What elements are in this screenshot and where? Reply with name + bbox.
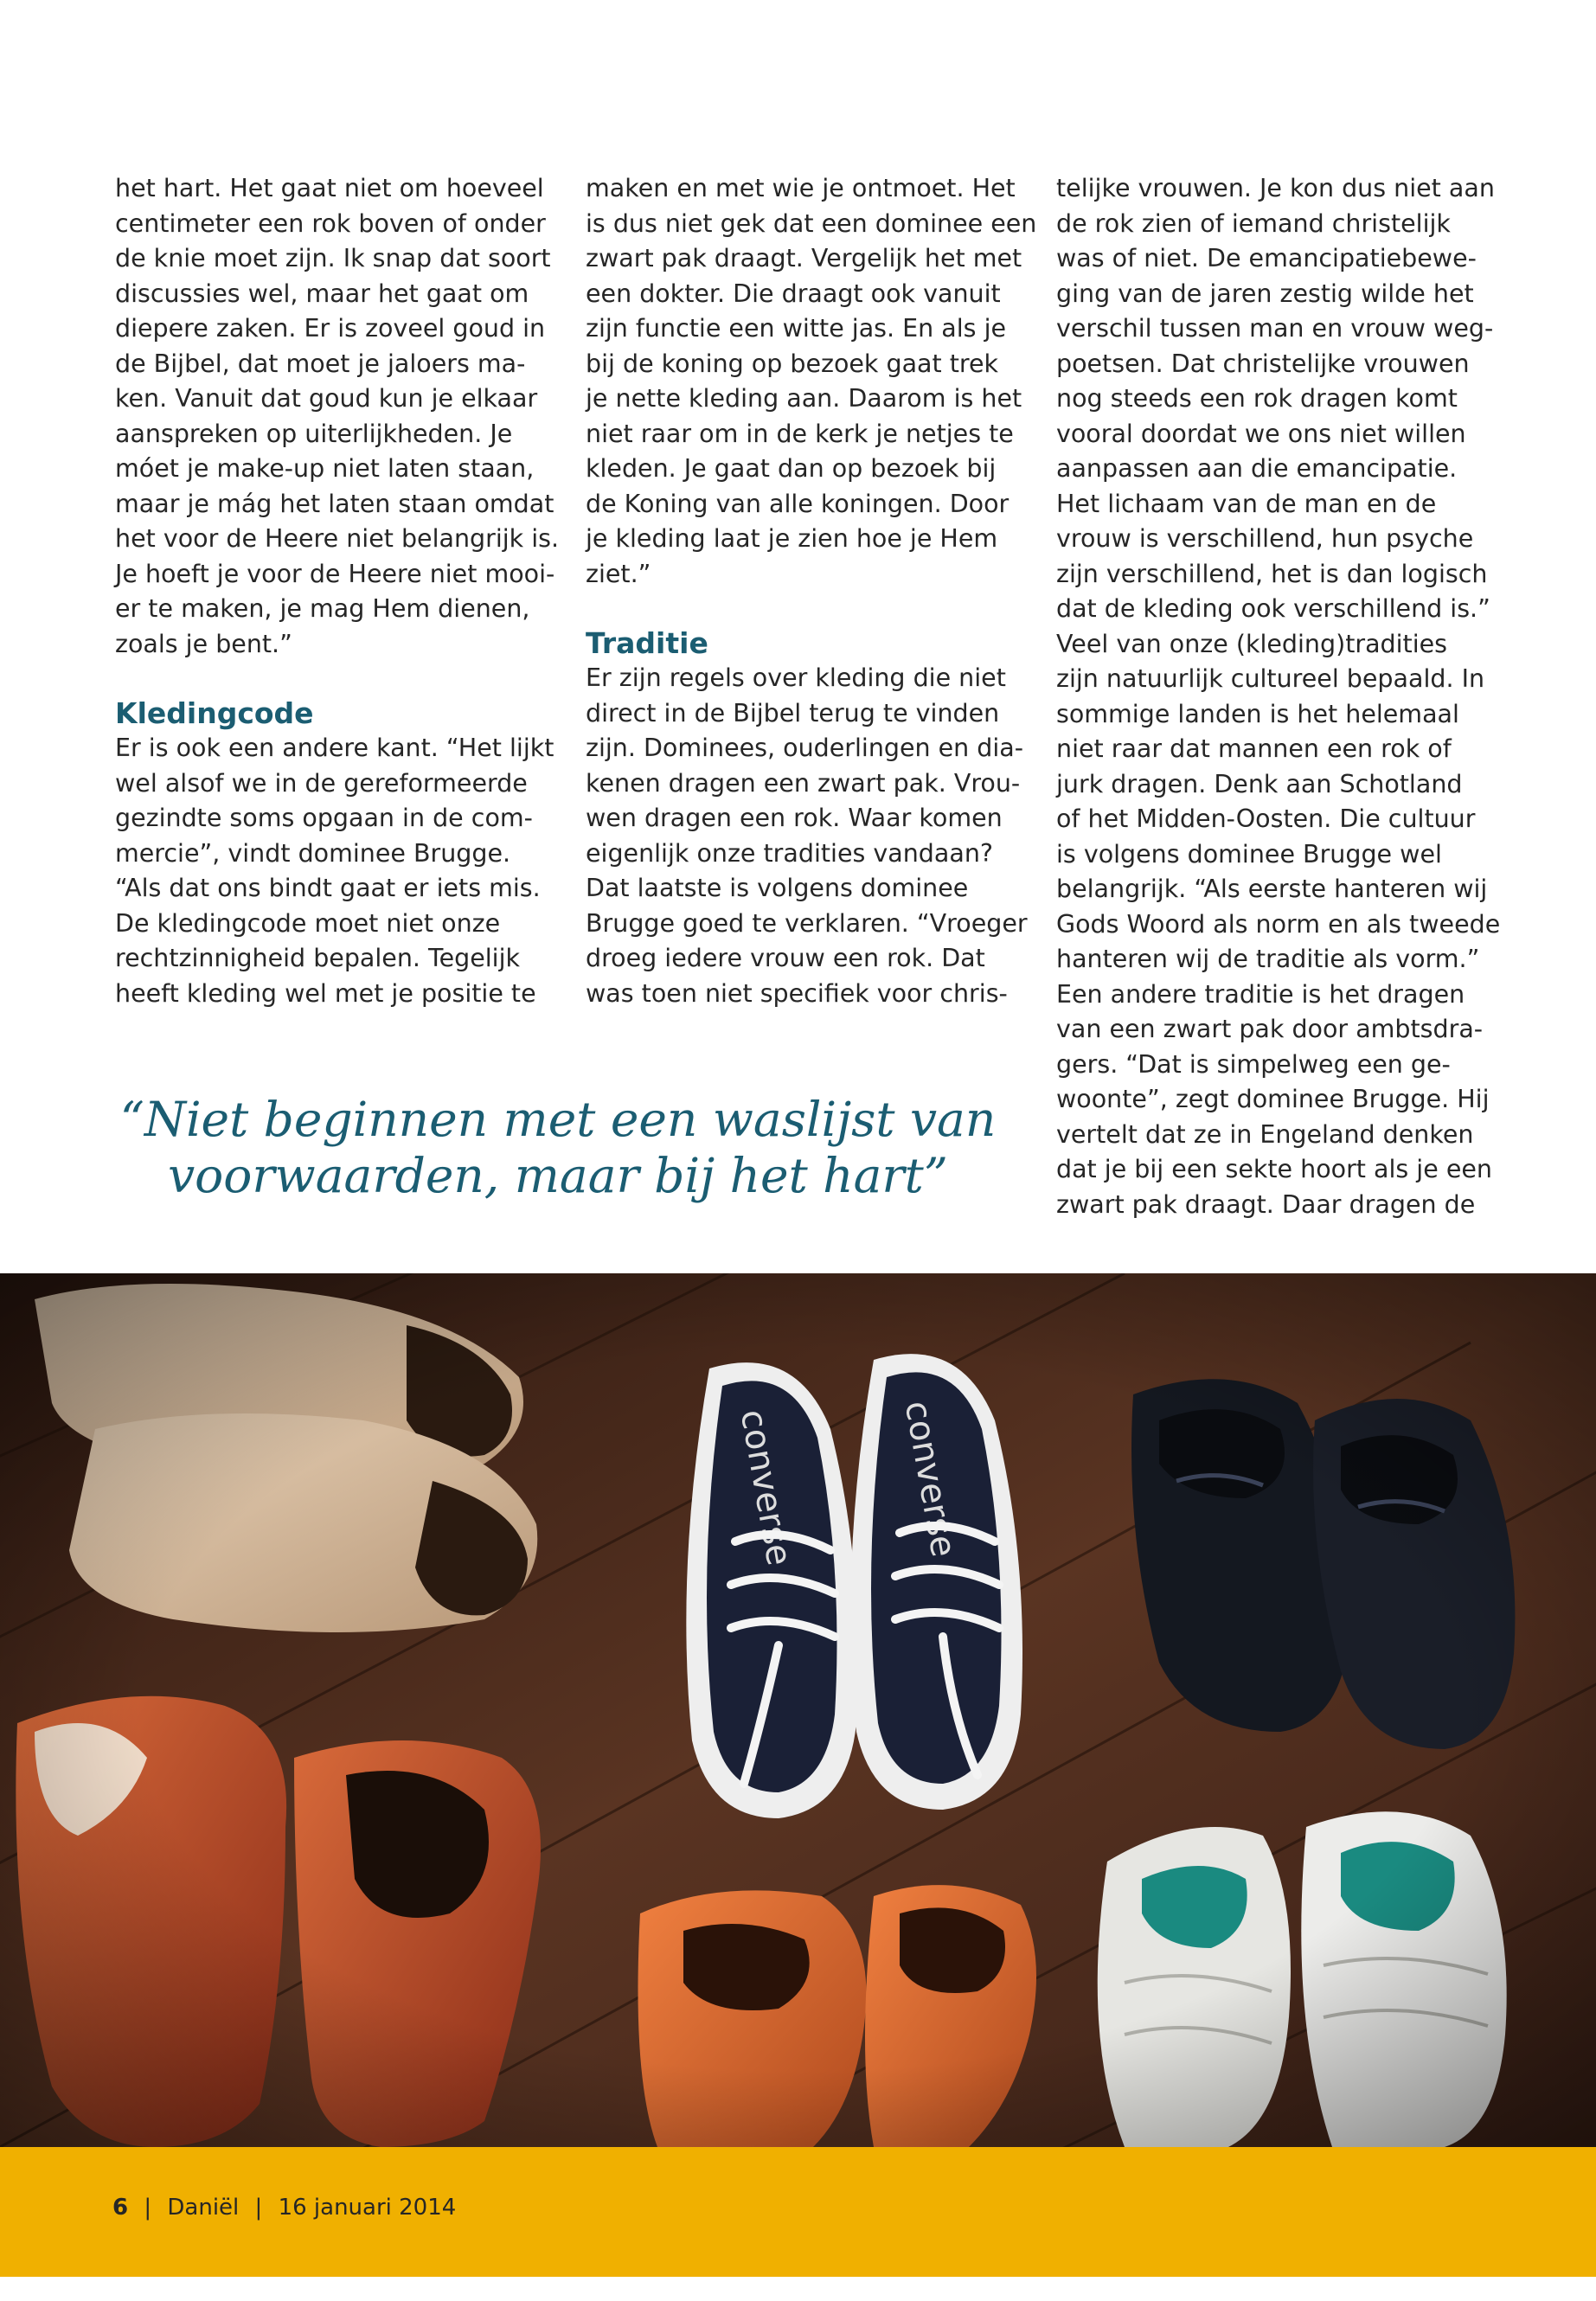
section-heading-kledingcode: Kledingcode (115, 696, 314, 730)
footer-info (112, 2195, 456, 2221)
paragraph: maken en met wie je ontmoet. Het is dus niet gek dat een dominee een zwart pak draagt. Vergelijk het met een dokter. Die draagt ook vanuit zijn functie een witte jas. En als je bij de koning op bezoek gaat trek je nette kleding aan. Daarom is het niet raar om in de kerk je netjes te kleden. Je gaat dan op bezoek bij de Koning van alle koningen. Door je kleding laat je zien hoe je Hem ziet.” (586, 174, 1037, 588)
article-column-3 (1056, 171, 1501, 1222)
section-heading-traditie: Traditie (586, 626, 708, 660)
issue-date: 16 januari 2014 (278, 2195, 457, 2221)
footer-separator: | (254, 2195, 263, 2221)
article-column-1 (115, 171, 560, 1011)
footer-separator: | (144, 2195, 152, 2221)
shoes-photo-illustration (0, 1273, 1596, 2147)
magazine-name: Daniël (167, 2195, 240, 2221)
page-number: 6 (112, 2195, 129, 2221)
paragraph: Er is ook een andere kant. “Het lijkt wel alsof we in de gereformeerde gezindte soms opgaan in de com- mercie”, vindt dominee Brugge. “Als dat ons bindt gaat er iets mis. De kledingcode moet niet onze rechtzinnigheid bepalen. Tegelijk heeft kleding wel met je positie te (115, 734, 554, 1008)
article-column-2 (586, 171, 1037, 1011)
page-footer (0, 2147, 1596, 2277)
paragraph: Er zijn regels over kleding die niet direct in de Bijbel terug te vinden zijn. Dominees, ouderlingen en dia- kenen dragen een zwart pak. Vrou- wen dragen een rok. Waar komen eigenlijk onze tradities vandaan? Dat laatste is volgens dominee Brugge goed te verklaren. “Vroeger droeg iedere vrouw een rok. Dat was toen niet specifiek voor chris- (586, 663, 1028, 1008)
shoes-photo (0, 1273, 1596, 2147)
paragraph: het hart. Het gaat niet om hoeveel centimeter een rok boven of onder de knie moet zijn. Ik snap dat soort discussies wel, maar het gaat om diepere zaken. Er is zoveel goud in de Bijbel, dat moet je jaloers ma- ken. Vanuit dat goud kun je elkaar aanspreken op uiterlijkheden. Je móet je make-up niet laten staan, maar je mág het laten staan omdat het voor de Heere niet belangrijk is. Je hoeft je voor de Heere niet mooi- er te maken, je mag Hem dienen, zoals je bent.” (115, 174, 560, 658)
paragraph: telijke vrouwen. Je kon dus niet aan de rok zien of iemand christelijk was of niet. De emancipatiebewe- ging van de jaren zestig wilde het verschil tussen man en vrouw weg- poetsen. Dat christelijke vrouwen nog steeds een rok dragen komt vooral doordat we ons niet willen aanpassen aan die emancipatie. Het lichaam van de man en de vrouw is verschillend, hun psyche zijn verschillend, het is dan logisch dat de kleding ook verschillend is.” Veel van onze (kleding)tradities zijn natuurlijk cultureel bepaald. In sommige landen is het helemaal niet raar dat mannen een rok of jurk dragen. Denk aan Schotland of het Midden-Oosten. Die cultuur is volgens dominee Brugge wel belangrijk. “Als eerste hanteren wij Gods Woord als norm en als tweede hanteren wij de traditie als vorm.” Een andere traditie is het dragen van een zwart pak door ambtsdra- gers. “Dat is simpelweg een ge- woonte”, zegt dominee Brugge. Hij vertelt dat ze in Engeland denken dat je bij een sekte hoort als je een zwart pak draagt. Daar dragen de (1056, 174, 1501, 1219)
pull-quote: “Niet beginnen met een waslijst van voorwaarden, maar bij het hart” (119, 1092, 997, 1203)
